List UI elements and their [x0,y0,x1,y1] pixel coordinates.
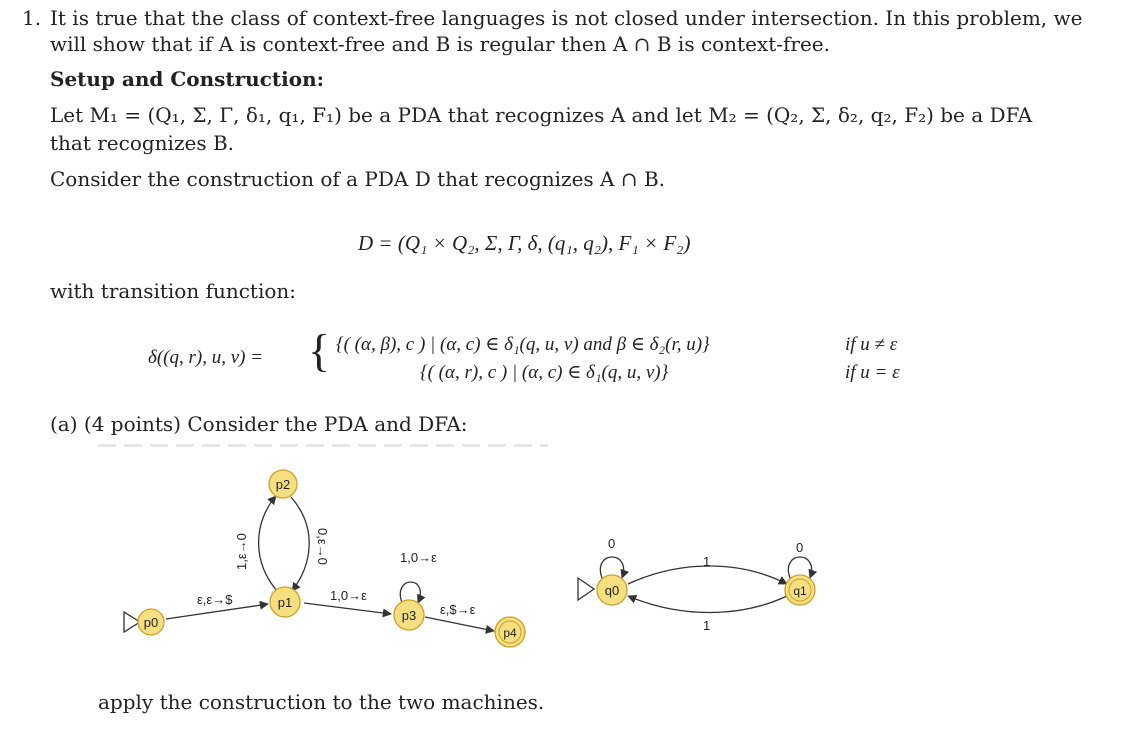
pda-states [138,470,525,647]
transition-lhs: δ((q, r), u, v) = [148,347,264,368]
dfa-edge-q1-q0 [628,596,787,613]
transition-case1-condition: if u ≠ ε [845,334,898,355]
setup-line1: Let M₁ = (Q₁, Σ, Γ, δ₁, q₁, F₁) be a PDA that recognizes A and let M₂ = (Q₂, Σ, δ₂, q₂, F₂) be a DFA [50,103,1033,127]
transition-brace: { [308,325,331,376]
setup-heading: Setup and Construction: [50,67,324,91]
setup-line3: Consider the construction of a PDA D that recognizes A ∩ B. [50,167,666,191]
dfa-state-q1-label: q1 [793,584,807,598]
transition-case2-condition: if u = ε [845,362,900,383]
transition-case2: {( (α, r), c ) | (α, c) ∈ δ₁(q, u, v)} [420,362,669,383]
pda-edge-p1-p2 [259,496,278,592]
pda-state-p2-label: p2 [275,477,291,492]
dfa-label-q0-loop: 0 [608,536,616,551]
problem-intro-line2: will show that if A is context-free and B is regular then A ∩ B is context-free. [50,32,830,56]
dfa-state-q0-label: q0 [604,583,620,598]
dfa-label-q1-loop: 0 [796,540,804,555]
part-a-label: (a) (4 points) Consider the PDA and DFA: [50,412,468,436]
pda-edge-p1-p3 [304,603,391,614]
pda-edge-p2-p1 [291,497,309,591]
with-transition-label: with transition function: [50,279,297,303]
problem-number: 1. [22,6,42,30]
pda-label-p1-p2: 1,ε→0 [234,533,249,570]
dfa-label-q1-q0: 1 [703,618,711,633]
pda-state-p1-label: p1 [277,595,293,610]
pda-state-p3-label: p3 [401,608,417,623]
construction-tuple: D = (Q₁ × Q₂, Σ, Γ, δ, (q₁, q₂), F₁ × F₂) [358,231,691,255]
pda-state-p0-label: p0 [143,615,159,630]
pda-label-p3-p4: ε,$→ε [440,602,476,617]
pda-label-p3-loop: 1,0→ε [400,550,437,565]
problem-intro-line1: It is true that the class of context-free languages is not closed under intersection. In this problem, we [50,6,1083,30]
pda-state-p4-label: p4 [503,626,517,640]
dfa-label-q0-q1: 1 [703,554,711,569]
pda-label-p1-p3: 1,0→ε [330,588,367,603]
pda-edge-p3-p4 [425,617,494,631]
transition-case1: {( (α, β), c ) | (α, c) ∈ δ₁(q, u, v) and β ∈ δ₂(r, u)} [336,334,710,355]
dfa-start-arrow [578,578,594,600]
pda-label-p2-p1: 0,ε→0 [315,528,330,565]
setup-line2: that recognizes B. [50,131,235,155]
part-a-footer: apply the construction to the two machines. [98,690,545,714]
pda-label-p0-p1: ε,ε→$ [197,592,233,607]
